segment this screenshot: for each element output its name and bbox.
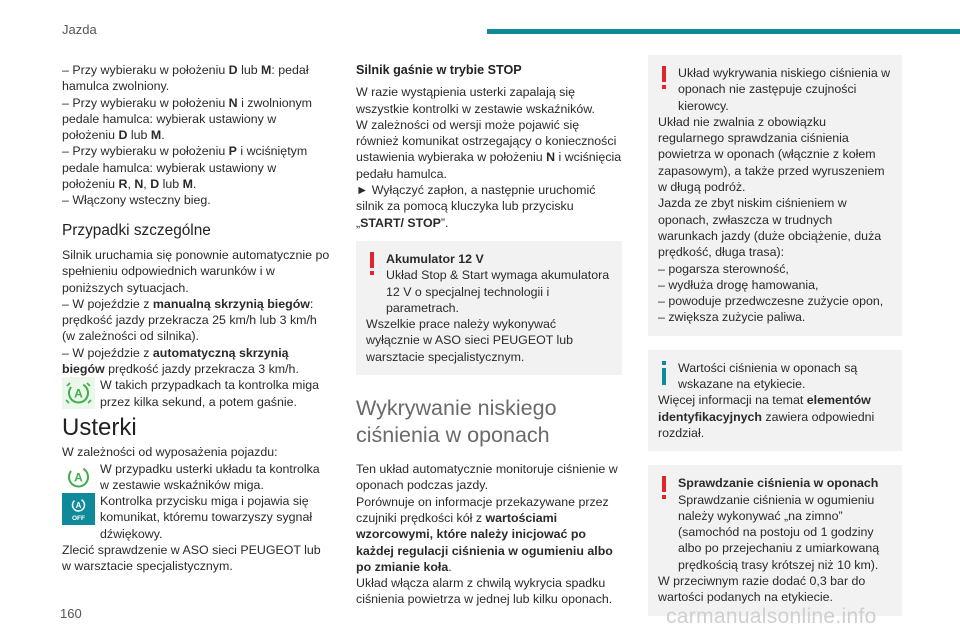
stop-paragraph-1: W razie wystąpienia usterki zapalają się wszystkie kontrolki w zestawie wskaźników. — [356, 85, 595, 116]
condition-d-m: – Przy wybieraku w położeniu D lub M: pedał hamulca zwolniony. — [62, 63, 309, 94]
watermark: carmanualsonline.info — [666, 605, 877, 628]
tpms-paragraph-3: Układ włącza alarm z chwilą wykrycia spadku ciśnienia powietrza w jednej lub kilku oponach. — [356, 576, 613, 607]
condition-p: – Przy wybieraku w położeniu P i wciśniętym pedale hamulca: wybierak ustawiony w położeniu R, N, D lub M. — [62, 144, 308, 192]
column-3 — [648, 55, 902, 630]
list-item: – wydłuża drogę hamowania, — [658, 277, 819, 292]
tpms-warning-box: Układ wykrywania niskiego ciśnienia w oponach nie zastępuje czujności kierowcy. Układ nie zwalnia z obowiązku regularnego sprawdzania ciśnienia powietrza w oponach (włącznie z kołem zapasowym), a także przed wyruszeniem w długą podróż. Jazda ze zbyt niskim ciśnieniem w oponach, zwłaszcza w trudnych warunkach jazdy (duże obciążenie, duża prędkość, długa trasa): – pogarsza sterowność, – wydłuża drogę hamowania, – powoduje przedwczesne zużycie opon, – zwiększa zużycie paliwa. — [648, 55, 902, 336]
tpms-paragraph-2: Porównuje on informacje przekazywane przez czujniki prędkości kół z wartościami wzorcowymi, które należy inicjować po każdej regulacji ciśnienia w ogumieniu albo po zmianie koła. — [356, 494, 613, 574]
svg-text:A: A — [74, 470, 83, 485]
condition-reverse: – Włączony wsteczny bieg. — [62, 193, 211, 208]
tpms-paragraph-1: Ten układ automatycznie monitoruje ciśnienie w oponach podczas jazdy. — [356, 462, 618, 493]
pressure-check-box: Sprawdzanie ciśnienia w oponach Sprawdzanie ciśnienia w ogumieniu należy wykonywać „na zimno” (samochód na postoju od 1 godziny albo po przejechaniu z umiarkowaną prędkością trasy krótszej niż 10 km). W przeciwnym razie dodać 0,3 bar do wartości podanych na etykiecie. — [648, 465, 902, 615]
stop-start-note: A W takich przypadkach ta kontrolka miga przez kilka sekund, a potem gaśnie. — [62, 377, 330, 410]
warning-exclamation-icon — [657, 474, 671, 502]
battery-warning-box: Akumulator 12 V Układ Stop & Start wymaga akumulatora 12 V o specjalnej technologii i parametrach. Wszelkie prace należy wykonywać wyłącznie w ASO sieci PEUGEOT lub warsztacie specjalistycznym. — [356, 241, 622, 375]
engine-stop-heading: Silnik gaśnie w trybie STOP — [356, 63, 522, 77]
special-auto: – W pojeździe z automatyczną skrzynią biegów prędkość jazdy przekracza 3 km/h. — [62, 345, 299, 377]
tpms-heading: Wykrywanie niskiego ciśnienia w oponach — [356, 396, 557, 448]
special-intro: Silnik uruchamia się ponownie automatycznie po spełnieniu odpowiednich warunków i w poniższych sytuacjach. — [62, 247, 330, 295]
stop-start-green-icon — [62, 377, 95, 409]
list-item: – pogarsza sterowność, — [658, 261, 789, 276]
fault-note-1: A W przypadku usterki układu ta kontrolka w zestawie wskaźników miga. — [62, 461, 330, 494]
list-item: – zwiększa zużycie paliwa. — [658, 310, 806, 325]
column-2 — [356, 62, 622, 608]
page-number: 160 — [60, 606, 82, 621]
stop-paragraph-2: W zależności od wersji może pojawić się również komunikat ostrzegający o konieczności ustawienia wybieraka w położeniu N i wciśnięcia pedału hamulca. — [356, 117, 622, 181]
faults-heading: Usterki — [62, 413, 137, 441]
info-icon — [657, 359, 671, 387]
off-label: OFF — [72, 515, 85, 523]
header-accent-bar — [487, 29, 960, 34]
special-cases-heading: Przypadki szczególne — [62, 221, 211, 239]
condition-n: – Przy wybieraku w położeniu N i zwolnionym pedale hamulca: wybierak ustawiony w położeniu D lub M. — [62, 95, 312, 143]
tpms-info-box: Wartości ciśnienia w oponach są wskazane na etykiecie. Więcej informacji na temat elementów identyfikacyjnych zawiera odpowiedni rozdział. — [648, 350, 902, 451]
column-1 — [62, 62, 330, 575]
special-manual: – W pojeździe z manualną skrzynią biegów: prędkość jazdy przekracza 25 km/h lub 3 km/h (w zależności od silnika). — [62, 296, 317, 344]
running-header: Jazda — [62, 22, 97, 37]
fault-note-2: A OFF Kontrolka przycisku miga i pojawia się komunikat, któremu towarzyszy sygnał dźwiękowy. — [62, 493, 330, 542]
list-item: – powoduje przedwczesne zużycie opon, — [658, 294, 884, 309]
warning-exclamation-icon — [657, 64, 671, 92]
stop-start-off-button-icon — [62, 493, 95, 525]
warning-exclamation-icon — [365, 250, 379, 278]
svg-text:A: A — [74, 386, 83, 401]
stop-paragraph-3: ► Wyłączyć zapłon, a następnie uruchomić silnik za pomocą kluczyka lub przycisku „START/ STOP”. — [356, 183, 596, 230]
faults-intro: W zależności od wyposażenia pojazdu: — [62, 445, 278, 460]
stop-start-fault-icon — [62, 461, 95, 493]
svg-text:A: A — [75, 500, 82, 510]
fault-end: Zlecić sprawdzenie w ASO sieci PEUGEOT lub w warsztacie specjalistycznym. — [62, 543, 321, 574]
